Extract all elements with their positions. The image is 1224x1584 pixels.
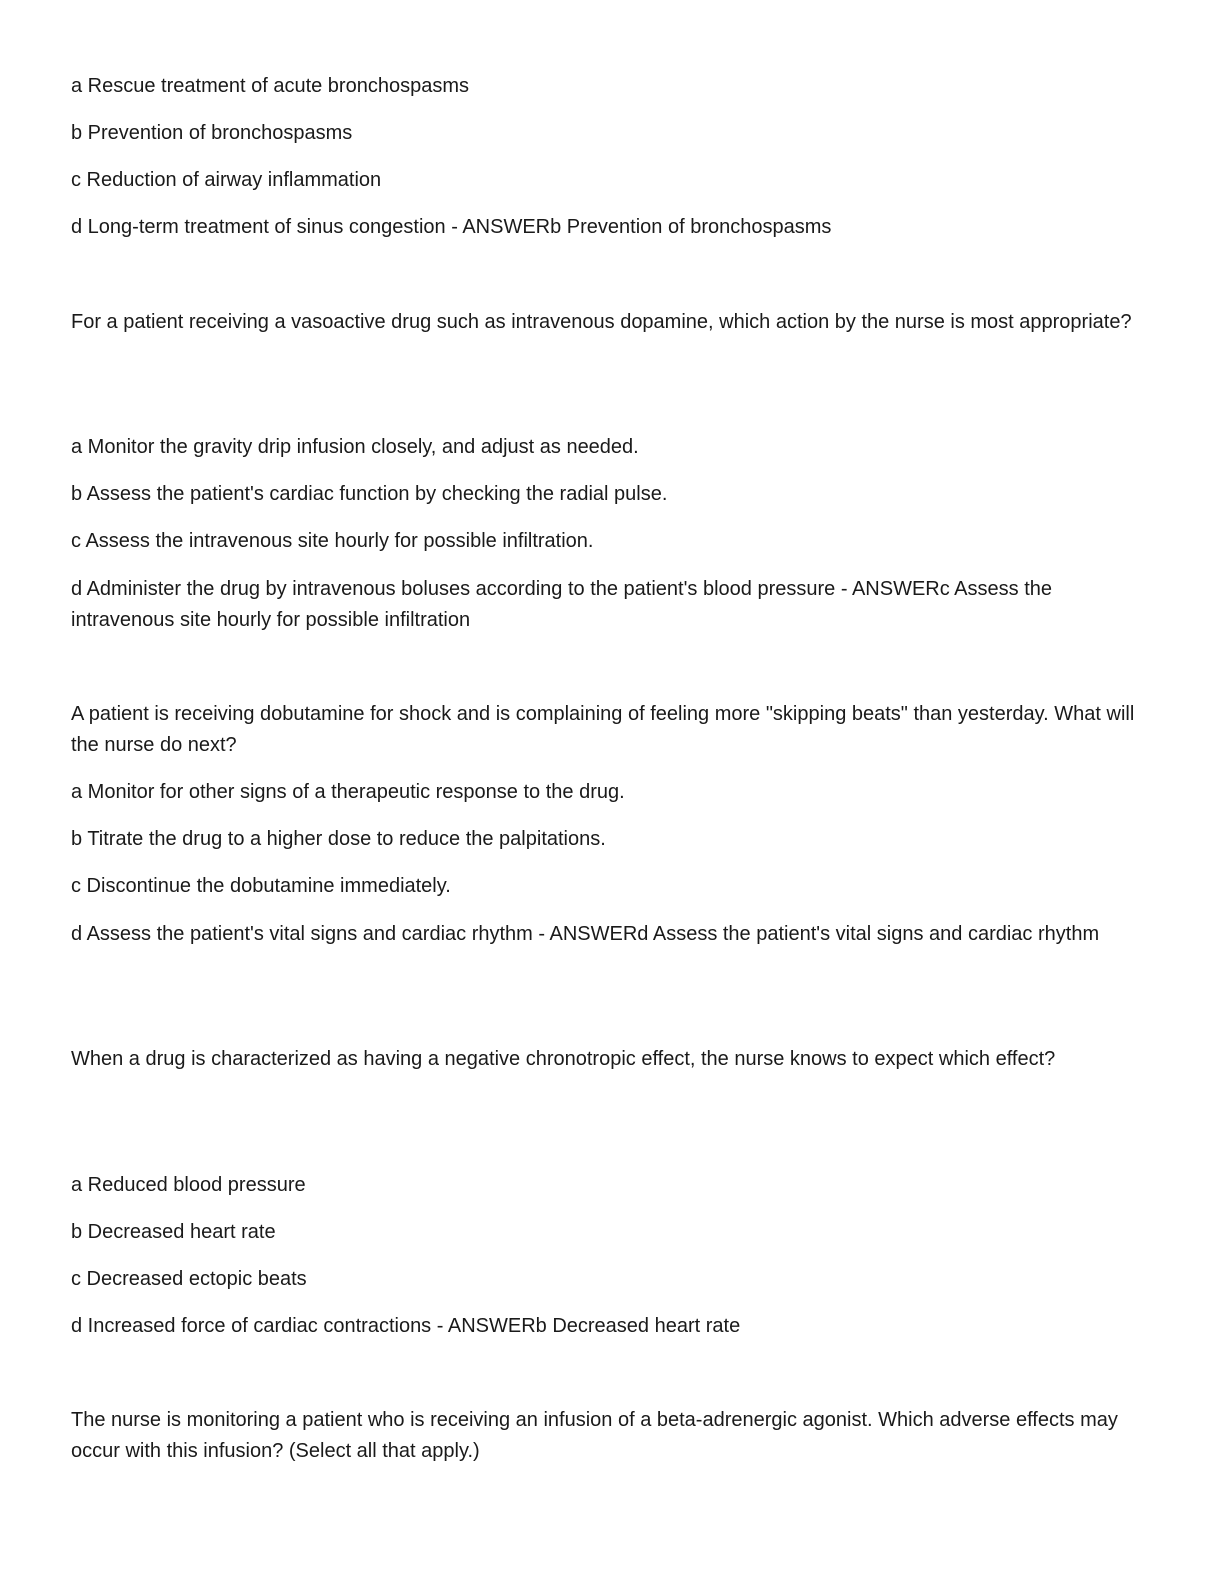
- option-a-text: a Monitor for other signs of a therapeutic response to the drug.: [71, 781, 625, 803]
- question-text: The nurse is monitoring a patient who is receiving an infusion of a beta-adrenergic agonist. Which adverse effects may occur with this infusion? (Select all that apply.): [71, 1409, 1118, 1462]
- option-a-text: a Rescue treatment of acute bronchospasms: [71, 75, 469, 97]
- question-text: When a drug is characterized as having a negative chronotropic effect, the nurse knows to expect which effect?: [71, 1048, 1056, 1070]
- option-c-text: c Reduction of airway inflammation: [71, 169, 382, 191]
- option-b-text: b Prevention of bronchospasms: [71, 122, 353, 144]
- option-c-text: c Decreased ectopic beats: [71, 1268, 307, 1290]
- option-c-text: c Discontinue the dobutamine immediately.: [71, 875, 451, 897]
- option-a-text: a Reduced blood pressure: [71, 1174, 306, 1196]
- option-d-answer-text: d Administer the drug by intravenous boluses according to the patient's blood pressure - ANSWERc Assess the intravenous site hourly for possible infiltration: [71, 578, 1053, 631]
- option-d-answer-text: d Long-term treatment of sinus congestion - ANSWERb Prevention of bronchospasms: [71, 216, 832, 238]
- question-text: For a patient receiving a vasoactive drug such as intravenous dopamine, which action by the nurse is most appropriate?: [71, 311, 1132, 333]
- option-b-text: b Assess the patient's cardiac function by checking the radial pulse.: [71, 483, 668, 505]
- question-text: A patient is receiving dobutamine for shock and is complaining of feeling more "skipping beats" than yesterday. What will the nurse do next?: [71, 703, 1135, 756]
- option-a-text: a Monitor the gravity drip infusion closely, and adjust as needed.: [71, 436, 639, 458]
- option-b-text: b Titrate the drug to a higher dose to reduce the palpitations.: [71, 828, 606, 850]
- option-d-answer-text: d Assess the patient's vital signs and cardiac rhythm - ANSWERd Assess the patient's vital signs and cardiac rhythm: [71, 923, 1100, 945]
- option-b-text: b Decreased heart rate: [71, 1221, 276, 1243]
- option-c-text: c Assess the intravenous site hourly for possible infiltration.: [71, 530, 594, 552]
- option-d-answer-text: d Increased force of cardiac contractions - ANSWERb Decreased heart rate: [71, 1315, 741, 1337]
